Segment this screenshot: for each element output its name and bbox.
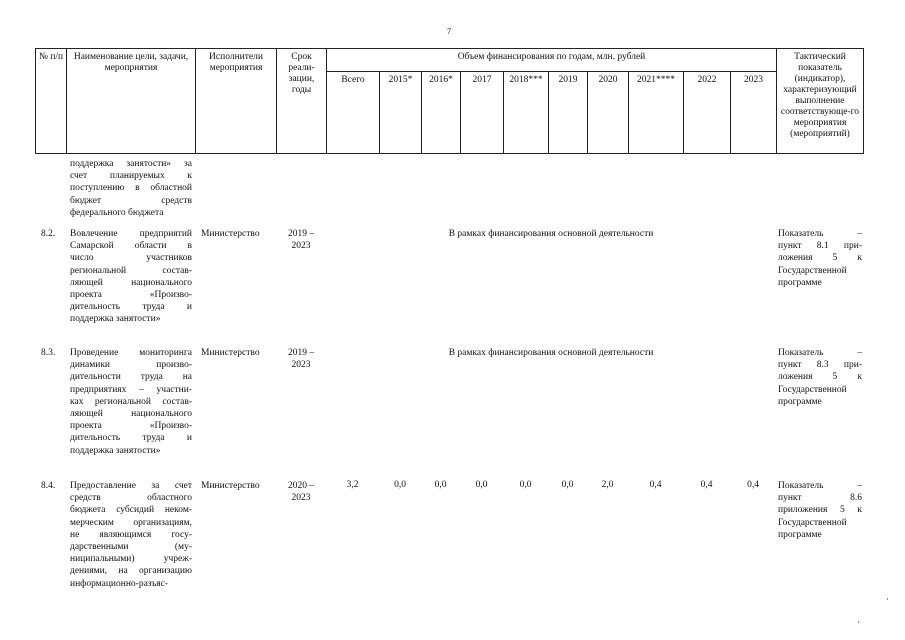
text-line: Показатель – bbox=[778, 481, 862, 491]
text-line: региональной состав- bbox=[70, 265, 192, 276]
text-line: средств областного bbox=[70, 493, 192, 504]
header-year-label: 2022 bbox=[697, 75, 717, 85]
scan-speck: · bbox=[886, 594, 889, 604]
text-line: Проведение мониторинга bbox=[70, 348, 192, 358]
row-term bbox=[276, 347, 326, 371]
text-line: приложения 5 к bbox=[778, 505, 862, 516]
text-line: ложения 5 к bbox=[778, 372, 862, 383]
header-year-cell bbox=[548, 71, 587, 154]
header-year-label: 2021**** bbox=[637, 75, 675, 85]
text-line: Показатель – bbox=[778, 348, 862, 358]
value-cell: 0,4 bbox=[747, 480, 759, 490]
header-year-cell bbox=[379, 71, 421, 154]
text-line: поддержка занятости» за bbox=[70, 159, 192, 169]
value-cell: 2,0 bbox=[601, 480, 614, 490]
row-number: 8.4. bbox=[41, 481, 56, 491]
row-name bbox=[70, 347, 192, 457]
text-line: пункт 8.3 при- bbox=[778, 360, 862, 371]
text-line: ниципальными) учреж- bbox=[70, 554, 192, 565]
value-cell: 0,0 bbox=[434, 480, 447, 490]
row-exec: Министерство bbox=[201, 481, 260, 491]
text-line: пункт 8.6 bbox=[778, 493, 862, 504]
text-line: пункт 8.1 при- bbox=[778, 241, 862, 252]
text-line: поддержка занятости» bbox=[70, 445, 161, 456]
row-funding-text: В рамках финансирования основной деятельности bbox=[448, 348, 654, 358]
text-line: Предоставление за счет bbox=[70, 481, 192, 491]
header-name-label: Наименование цели, задачи, мероприятия bbox=[73, 52, 189, 73]
header-funding-label: Объем финансирования по годам, млн. рублей bbox=[457, 52, 646, 62]
text-line: 2019 – bbox=[287, 229, 315, 239]
header-term-label: Срок реали-зации, годы bbox=[288, 52, 315, 95]
row-number: 8.3. bbox=[41, 348, 56, 358]
text-line: ляющей национального bbox=[70, 409, 192, 420]
text-line: Вовлечение предприятий bbox=[70, 229, 192, 239]
text-line: ках региональной состав- bbox=[70, 396, 192, 407]
row-funding-text: В рамках финансирования основной деятельности bbox=[448, 229, 654, 239]
header-year-cell bbox=[683, 71, 730, 154]
header-year-label: Всего bbox=[341, 75, 365, 85]
value-cell: 0,4 bbox=[700, 480, 713, 490]
text-line: проекта «Произво- bbox=[70, 290, 192, 301]
header-year-cell bbox=[460, 71, 503, 154]
header-year-cell bbox=[326, 71, 379, 154]
text-line: дительность труда и bbox=[70, 433, 192, 444]
text-line: счет планируемых к bbox=[70, 171, 192, 182]
header-indicator-label: Тактический показатель (индикатор), характеризующий выполнение соответствующе-го мероприятия (мероприятий) bbox=[780, 52, 860, 139]
row-exec: Министерство bbox=[201, 229, 260, 239]
text-line: федерального бюджета bbox=[70, 207, 164, 218]
text-line: программе bbox=[778, 277, 822, 288]
header-year-cell bbox=[503, 71, 548, 154]
header-indicator bbox=[776, 48, 864, 154]
text-line: проекта «Произво- bbox=[70, 421, 192, 432]
row-exec: Министерство bbox=[201, 348, 260, 358]
header-term bbox=[276, 48, 326, 154]
text-line: Государственной bbox=[778, 384, 847, 395]
text-line: не являющимся госу- bbox=[70, 529, 192, 540]
header-year-label: 2017 bbox=[472, 75, 492, 85]
header-year-cell bbox=[730, 71, 776, 154]
header-name bbox=[66, 48, 195, 154]
text-line: Самарской области в bbox=[70, 241, 192, 252]
value-cell: 0,0 bbox=[475, 480, 488, 490]
header-year-cell bbox=[421, 71, 460, 154]
text-line: 2023 bbox=[291, 241, 311, 252]
row-term bbox=[276, 480, 326, 504]
value-cell: 0,0 bbox=[561, 480, 574, 490]
page-number: 7 bbox=[447, 27, 451, 36]
text-line: информационно-разъяс- bbox=[70, 578, 169, 589]
text-line: ложения 5 к bbox=[778, 253, 862, 264]
header-num-label: № п/п bbox=[38, 52, 64, 62]
text-line: поддержка занятости» bbox=[70, 314, 161, 325]
value-cell: 0,4 bbox=[649, 480, 662, 490]
text-line: программе bbox=[778, 396, 822, 407]
header-year-label: 2015* bbox=[388, 75, 413, 85]
text-line: 2023 bbox=[291, 493, 311, 504]
text-line: число участников bbox=[70, 253, 192, 264]
value-cell: 3,2 bbox=[346, 480, 359, 490]
text-line: 2019 – bbox=[287, 348, 315, 358]
row-name bbox=[70, 228, 192, 326]
table-header bbox=[35, 48, 864, 154]
header-num bbox=[35, 48, 66, 154]
text-line: 2023 bbox=[291, 360, 311, 371]
text-line: программе bbox=[778, 529, 822, 540]
value-cell: 0,0 bbox=[394, 480, 406, 490]
text-line: Государственной bbox=[778, 265, 847, 276]
text-line: дениями, на организацию bbox=[70, 566, 192, 577]
scan-speck: · bbox=[857, 617, 860, 627]
header-year-label: 2019 bbox=[558, 75, 578, 85]
text-line: дарственными (му- bbox=[70, 542, 192, 553]
row-number: 8.2. bbox=[41, 229, 56, 239]
text-line: поступлению в областной bbox=[70, 183, 192, 194]
row-indicator bbox=[778, 480, 862, 541]
header-year-cell bbox=[587, 71, 628, 154]
continuation-text bbox=[70, 158, 192, 219]
text-line: 2020 – bbox=[287, 481, 315, 491]
header-year-label: 2016* bbox=[429, 75, 453, 85]
header-year-label: 2023 bbox=[744, 75, 763, 85]
row-indicator bbox=[778, 228, 862, 289]
header-year-cell bbox=[628, 71, 683, 154]
row-name bbox=[70, 480, 192, 590]
header-exec bbox=[195, 48, 276, 154]
text-line: мерческим организациям, bbox=[70, 517, 192, 528]
header-exec-label: Исполнители мероприятия bbox=[209, 52, 263, 73]
header-year-label: 2018*** bbox=[509, 75, 543, 85]
header-year-label: 2020 bbox=[598, 75, 618, 85]
text-line: ляющей национального bbox=[70, 277, 192, 288]
text-line: бюджета субсидий неком- bbox=[70, 505, 192, 516]
text-line: бюджет средств bbox=[70, 195, 192, 206]
text-line: дительность труда и bbox=[70, 302, 192, 313]
row-indicator bbox=[778, 347, 862, 408]
value-cell: 0,0 bbox=[519, 480, 532, 490]
text-line: Государственной bbox=[778, 517, 847, 528]
text-line: Показатель – bbox=[778, 229, 862, 239]
text-line: динамики произво- bbox=[70, 360, 192, 371]
text-line: дительности труда на bbox=[70, 372, 192, 383]
header-funding bbox=[326, 48, 776, 71]
text-line: предприятиях – участни- bbox=[70, 384, 192, 395]
row-term bbox=[276, 228, 326, 252]
